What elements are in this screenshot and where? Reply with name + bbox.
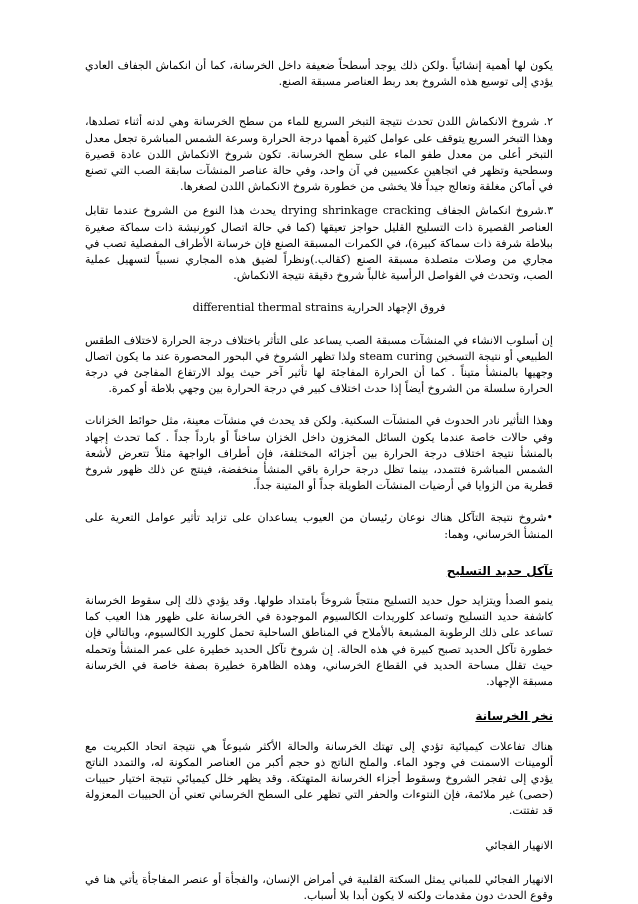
paragraph-plastic-shrinkage: ٢. شروخ الانكماش اللدن تحدث نتيجة التبخر السريع للماء من سطح الخرسانة وهي لدنه أثناء تصلدها، وهذا التبخر السريع يتوقف على عوامل كثيرة أهمها درجة الحرارة وسرعة الشمس المباشرة تجعل معدل التبخر أعلى من معدل طفو الماء على سطح الخرسانة. تكون شروخ الانكماش اللدن عادة قصيرة وسطحية وتظهر في اتجاهين عكسيين في آن واحد، وفي حالة عناصر المنشآت سابقة الصب التي تصنع في أماكن مغلقة وتعالج جيداً فلا يخشى من خطورة شروخ الانكماش اللدن لصغرها. — [85, 115, 553, 194]
paragraph-drying-shrinkage: ٣.شروخ انكماش الجفاف drying shrinkage cracking يحدث هذا النوع من الشروخ عندما تقابل العناصر القصيرة ذات التسليح القليل حواجز تعيقها (كما في حالة اتصال كورنيشة ذات سماكة صغيرة ببلاطة شرفة ذات سماكة كبيرة)، في الكمرات المسبقة الصنع فإن خرسانة الأطراف المفصلية تصب في مجاري من وصلات متصلدة مسبقة الصنع (كقالب.)ونظراً لضيق هذه المجاري نسبياً لتسهيل عملية الصب، وتحدث في الفواصل الرأسية غالباً شروخ دقيقة نتيجة الانكماش. — [85, 204, 554, 283]
document-page — [85, 58, 554, 902]
paragraph-intro: يكون لها أهمية إنشائياً .ولكن ذلك يوجد أسطحاً ضعيفة داخل الخرسانة، كما أن انكماش الجفاف العادي يؤدي إلى توسيع هذه الشروخ بعد ربط العناصر مسبقة الصنع. — [85, 59, 553, 89]
paragraph-concrete-decay: هناك تفاعلات كيميائية تؤدي إلى تهتك الخرسانة والحالة الأكثر شيوعاً هي نتيجة اتحاد الكبريت مع ألومينات الاسمنت في وجود الماء. والملح الناتج ذو حجم أكبر من العناصر المكونة له، والتمدد الناتج يؤدي إلى تفجر الشروخ وسقوط أجزاء الخرسانة المتهتكة. وقد يظهر خلل كيميائي نتيجة اختيار حبيبات (حصى) غير ملائمة، فإن النتوءات والحفر التي تظهر على السطح الخرساني تعني أن الحبيبات المعزولة قد تفتتت. — [85, 739, 553, 818]
paragraph-thermal-effect: وهذا التأثير نادر الحدوث في المنشآت السكنية. ولكن قد يحدث في منشآت معينة، مثل حوائط الخزانات وفي حالات خاصة عندما يكون السائل المخزون داخل الخزان ساخناً أو بارداً جداً . كما تحدث إجهاد بالمنشأ نتيجة اختلاف درجة الحرارة بين أجزائه المختلفة، فإن أطراف الواجهة مثلاً تتعرض لأشعة الشمس المباشرة فتتمدد، بينما تظل درجة حرارة باقي المنشأ منخفضة، فينتج عن ذلك ظهور شروخ قطرية من الزوايا في أرضيات المنشآت الطويلة جداً أو المتينة جداً. — [85, 414, 553, 493]
subheading-sudden-collapse: الانهيار الفجائي — [485, 838, 553, 852]
bullet-corrosion-cracks: • شروخ نتيجة التآكل هناك نوعان رئيسان من العيوب يساعدان على تزايد تأثير عوامل التعرية على المنشأ الخرساني، وهما: — [85, 510, 553, 542]
paragraph-rebar-corrosion: ينمو الصدأ ويتزايد حول حديد التسليح منتجاً شروخاً بامتداد طولها. وقد يؤدي ذلك إلى سقوط الخرسانة كاشفة حديد التسليح وتساعد كلوريدات الكالسيوم الموجودة في الخرسانة على ظهور هذا العيب كما تساعد على ذلك الرطوبة المشبعة بالأملاح في المناطق الساحلية تحمل كلوريد الكالسيوم، وبالتالي فإن خطورة تآكل الحديد تصبح كبيرة في هذه الحالة. إن شروخ تآكل الحديد خطيرة على عمر المنشأ وتحمله حيث تقلل مساحة الحديد في القطاع الخرساني، وهذه الظاهرة خطيرة بصفة خاصة في الخرسانة مسبقة الإجهاد. — [85, 594, 554, 689]
paragraph-sudden-collapse: الانهيار الفجائي للمباني يمثل السكتة القلبية في أمراض الإنسان، والفجأة أو عنصر المفاجأة يأتي هنا في وقوع الحدث دون مقدمات ولكنه لا يكون أبدا بلا أسباب. — [85, 872, 553, 902]
heading-concrete-decay: نخر الخرسانة — [475, 709, 553, 724]
paragraph-thermal-construction: إن أسلوب الانشاء في المنشآت مسبقة الصب يساعد على التأثر باختلاف درجة الحرارة لاختلاف الطقس الطبيعي أو نتيجة التسخين steam curing ولذا تظهر الشروخ في البحور المحصورة عند ما يكون اتصال وجهيها بالمنشأ متيناً . كما أن الحرارة المفاجئة لها تأثير آخر حيث يولد الارتفاع المفاجئ في درجة الحرارة سلسلة من الشروخ أيضاً إذا حدث اختلاف كبير في درجة الحرارة بين وجهي بلاطة أو كمرة. — [85, 333, 553, 396]
section-title-thermal: فروق الإجهاد الحرارية differential thermal strains — [192, 301, 446, 315]
heading-rebar-corrosion: تآكل حديد التسليح — [446, 563, 553, 578]
